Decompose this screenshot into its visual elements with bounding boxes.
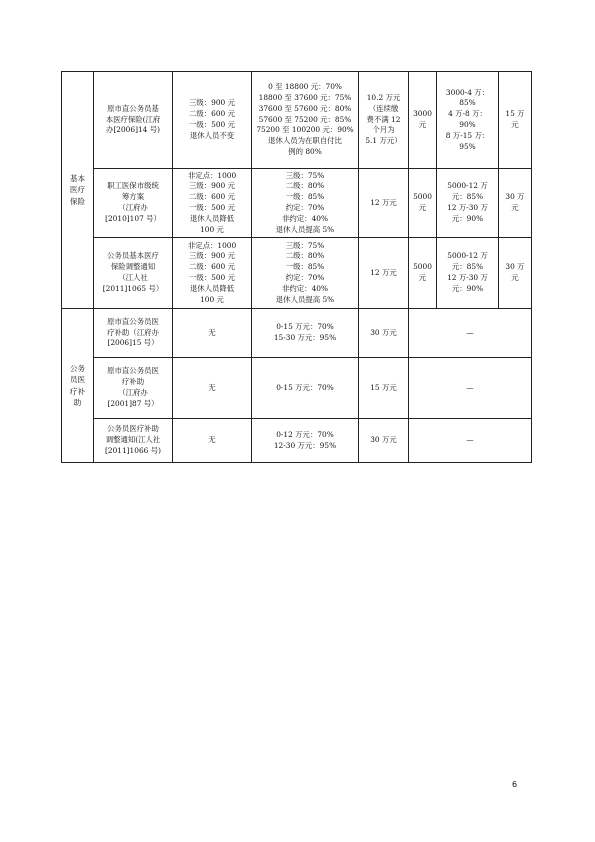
- table-row: [62, 309, 532, 358]
- reimbursement-cell: 三级：75% 二级：80% 一级：85% 约定：70% 非约定：40% 退休人员提高 5%: [252, 169, 359, 238]
- policy-name: 原市直公务员医 疗补助（江府办 [2006]15 号）: [94, 309, 173, 358]
- table-row: [62, 72, 532, 169]
- special-rates-cell: 5000-12 万 元：85% 12 万-30 万 元：90%: [437, 238, 499, 309]
- table-row: [62, 169, 532, 238]
- special-cap-cell: 30 万 元: [499, 169, 532, 238]
- policy-name: 职工医保市级统 筹方案 （江府办 [2010]107 号）: [94, 169, 173, 238]
- reimbursement-cell: 三级：75% 二级：80% 一级：85% 约定：70% 非约定：40% 退休人员提高 5%: [252, 238, 359, 309]
- deductible-cell: 非定点：1000 三级：900 元 二级：600 元 一级：500 元 退休人员降低 100 元: [173, 169, 252, 238]
- cap-cell: 30 万元: [359, 309, 409, 358]
- special-threshold-cell: 3000 元: [409, 72, 437, 169]
- cap-cell: 15 万元: [359, 358, 409, 419]
- deductible-cell: 无: [173, 309, 252, 358]
- not-applicable-cell: —: [409, 419, 532, 463]
- policy-name: 原市直公务员医 疗补助 （江府办 [2001]87 号）: [94, 358, 173, 419]
- special-threshold-cell: 5000 元: [409, 238, 437, 309]
- policy-name: 公务员医疗补助 调整通知(江人社 [2011]1066 号): [94, 419, 173, 463]
- special-rates-cell: 3000-4 万： 85% 4 万-8 万： 90% 8 万-15 万： 95%: [437, 72, 499, 169]
- group-label-medical-subsidy: 公务 员医 疗补 助: [62, 309, 94, 463]
- table-row: [62, 238, 532, 309]
- deductible-cell: 无: [173, 358, 252, 419]
- cap-cell: 10.2 万元 （连续缴 费不满 12 个月为 5.1 万元）: [359, 72, 409, 169]
- group-label-basic-insurance: 基本 医疗 保险: [62, 72, 94, 309]
- deductible-cell: 无: [173, 419, 252, 463]
- policy-name: 原市直公务员基 本医疗保险(江府 办[2006]14 号): [94, 72, 173, 169]
- table-row: [62, 419, 532, 463]
- policy-table: [61, 71, 532, 463]
- special-rates-cell: 5000-12 万 元：85% 12 万-30 万 元：90%: [437, 169, 499, 238]
- special-cap-cell: 30 万 元: [499, 238, 532, 309]
- reimbursement-cell: 0 至 18800 元：70% 18800 至 37600 元：75% 37600 至 57600 元：80% 57600 至 75200 元：85% 75200 至 100200 元：90% 退休人员为在职自付比 例的 80%: [252, 72, 359, 169]
- cap-cell: 12 万元: [359, 238, 409, 309]
- reimbursement-cell: 0-15 万元：70%: [252, 358, 359, 419]
- special-cap-cell: 15 万 元: [499, 72, 532, 169]
- special-threshold-cell: 5000 元: [409, 169, 437, 238]
- page-number: 6: [512, 780, 518, 789]
- cap-cell: 12 万元: [359, 169, 409, 238]
- policy-name: 公务员基本医疗 保险调整通知 （江人社 [2011]1065 号）: [94, 238, 173, 309]
- reimbursement-cell: 0-15 万元：70% 15-30 万元：95%: [252, 309, 359, 358]
- deductible-cell: 三级：900 元 二级：600 元 一级：500 元 退休人员不变: [173, 72, 252, 169]
- reimbursement-cell: 0-12 万元：70% 12-30 万元：95%: [252, 419, 359, 463]
- not-applicable-cell: —: [409, 358, 532, 419]
- table-row: [62, 358, 532, 419]
- deductible-cell: 非定点：1000 三级：900 元 二级：600 元 一级：500 元 退休人员降低 100 元: [173, 238, 252, 309]
- cap-cell: 30 万元: [359, 419, 409, 463]
- not-applicable-cell: —: [409, 309, 532, 358]
